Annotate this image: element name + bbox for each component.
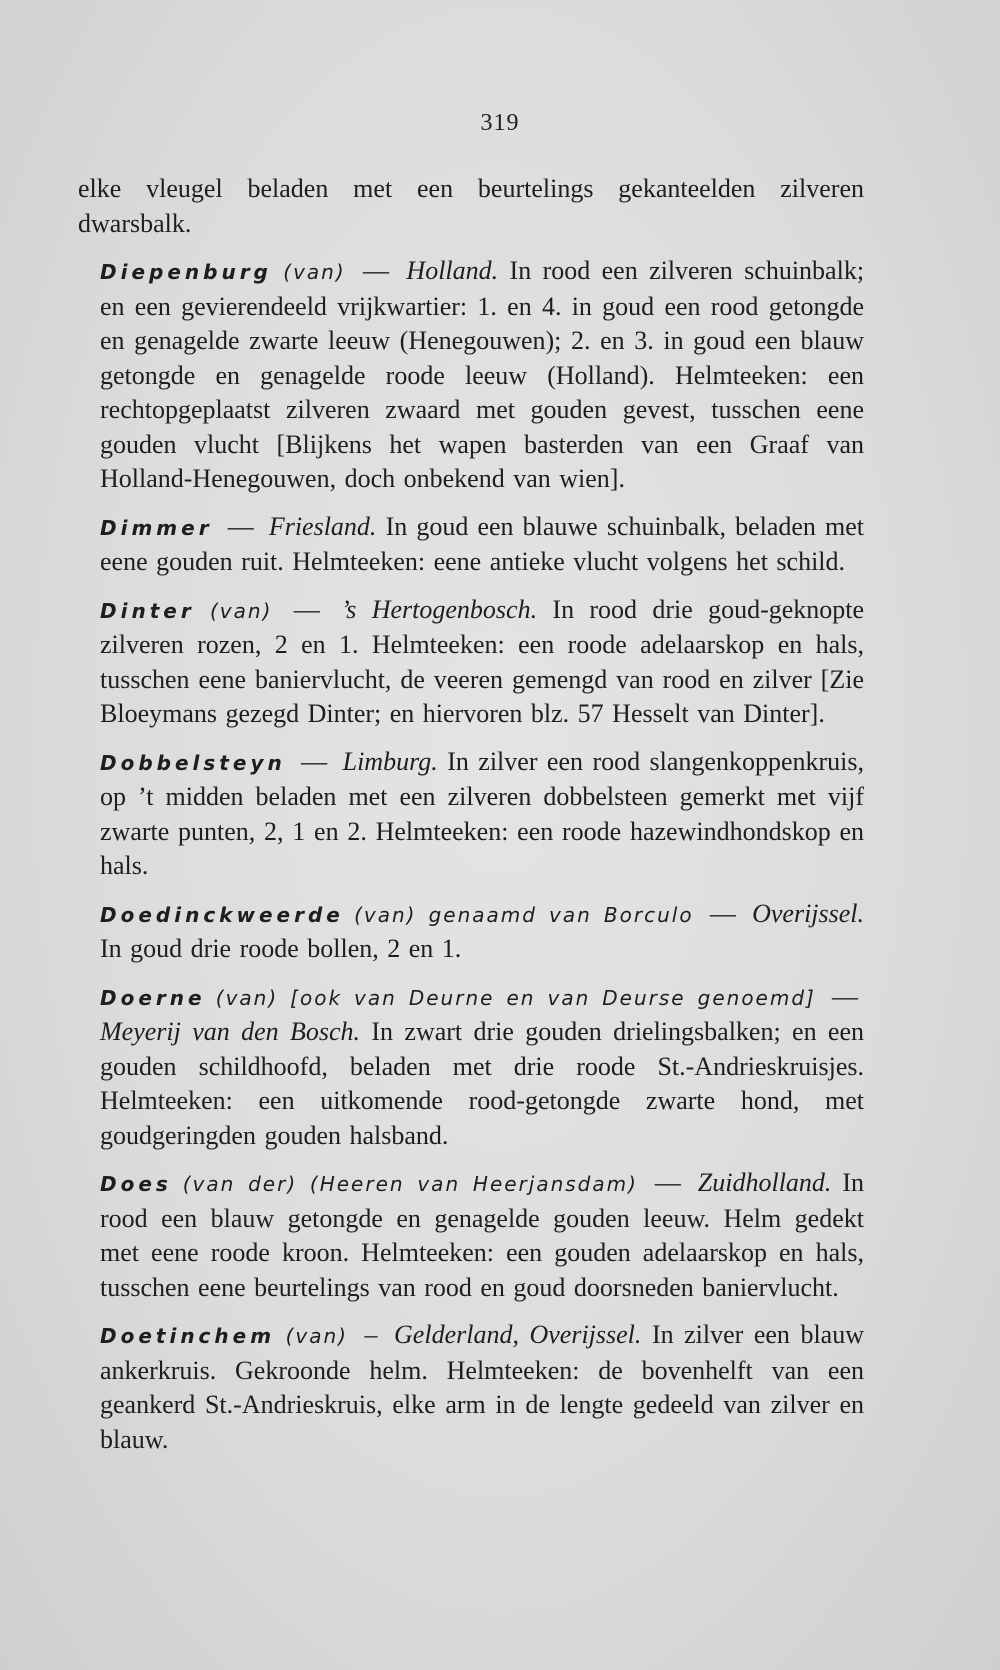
entry-dash: — <box>709 898 736 928</box>
entry-doetinchem <box>78 1318 864 1457</box>
entry-place: Meyerij van den Bosch. <box>100 1017 361 1046</box>
entry-text: elke vleugel beladen met een beurtelings gekanteelden zilveren dwarsbalk. <box>78 174 864 238</box>
entry-text: In goud drie roode bollen, 2 en 1. <box>100 934 462 963</box>
document-body <box>78 172 864 1470</box>
entry-text: In zilver een rood slangenkoppenkruis, op ’t midden beladen met een zilveren dobbelsteen gemerkt met vijf zwarte punten, 2, 1 en 2. Helmteeken: een roode hazewindhondskop en hals. <box>100 746 865 880</box>
entry-text: In zilver een blauw ankerkruis. Gekroonde helm. Helmteeken: de bovenhelft van een geankerd St.-Andrieskruis, elke arm in de lengte gedeeld van zilver en blauw. <box>100 1320 864 1454</box>
entry-doerne <box>78 980 864 1154</box>
entry-place: Holland. <box>406 256 499 285</box>
entry-name: Doerne <box>100 985 206 1010</box>
entry-text: In goud een blauwe schuinbalk, beladen met eene gouden ruit. Helmteeken: eene antieke vlucht volgens het schild. <box>100 511 865 576</box>
entry-name: Dimmer <box>100 515 213 540</box>
entry-text: In rood een zilveren schuinbalk; en een gevierendeeld vrijkwartier: 1. en 4. in goud een rood getongde en genagelde zwarte leeuw (Henegouwen); 2. en 3. in goud een blauw getongde en genagelde roode leeuw (Holland). Helmteeken: een rechtopgeplaatst zilveren zwaard met gouden gevest, tusschen eene gouden vlucht [Blijkens het wapen basterden van een Graaf van Holland-Henegouwen, doch onbekend van wien]. <box>100 256 865 493</box>
entry-dobbelsteyn <box>78 745 864 884</box>
entry-text: In rood drie goud-geknopte zilveren rozen, 2 en 1. Helmteeken: een roode adelaarskop en hals, tusschen eene baniervlucht, de veeren gemengd van rood en zilver [Zie Bloeymans gezegd Dinter; en hiervoren blz. 57 Hesselt van Dinter]. <box>100 594 865 728</box>
entry-dimmer <box>78 510 864 580</box>
entry-qualifier: (van) <box>285 1324 348 1348</box>
page-number: 319 <box>480 110 520 136</box>
entry-dash: – <box>364 1320 378 1349</box>
entry-name: Doetinchem <box>100 1324 276 1348</box>
entry-does <box>78 1166 864 1305</box>
entry-place: Friesland. <box>268 511 377 541</box>
entry-dash: — <box>293 594 320 624</box>
entry-place: Zuidholland. <box>697 1168 832 1197</box>
entry-dash: — <box>227 511 254 541</box>
entry-dash: — <box>832 981 859 1011</box>
entry-qualifier: (van) <box>283 260 346 284</box>
entry-doedinckweerde <box>78 897 864 967</box>
entry-dash: — <box>301 746 328 776</box>
entry-text: In zwart drie gouden drielingsbalken; en een gouden schildhoofd, beladen met drie roode St.-Andrieskruisjes. Helmteeken: een uitkomende rood-getongde zwarte hond, met goudgeringden gouden halsband. <box>100 1017 865 1150</box>
entry-place: Gelderland, Overijssel. <box>394 1320 642 1349</box>
entry-qualifier: (van) genaamd van Borculo <box>354 902 694 927</box>
entry-place: Limburg. <box>342 746 438 776</box>
entry-qualifier: (van der) (Heeren van Heerjansdam) <box>182 1172 638 1196</box>
entry-name: Doedinckweerde <box>100 902 344 927</box>
entry-place: Overijssel. <box>752 898 865 928</box>
entry-qualifier: (van) [ook van Deurne en van Deurse genoemd] <box>215 985 816 1010</box>
entry-place: ’s Hertogenbosch. <box>341 594 538 624</box>
entry-name: Dobbelsteyn <box>100 750 286 775</box>
entry-name: Does <box>100 1172 172 1196</box>
entry-qualifier: (van) <box>210 598 273 623</box>
entry-name: Diepenburg <box>100 260 272 284</box>
entry-dash: — <box>654 1168 681 1197</box>
entry-name: Dinter <box>100 598 195 623</box>
entry-text: In rood een blauw getongde en genagelde gouden leeuw. Helm gedekt met eene roode kroon. Helmteeken: een gouden adelaarskop en hals, tusschen eene beurtelings van rood en goud doorsneden baniervlucht. <box>100 1168 865 1302</box>
entry-diepenburg <box>78 254 864 497</box>
entry-continuation <box>78 172 864 241</box>
entry-dash: — <box>363 256 390 285</box>
entry-dinter <box>78 593 864 732</box>
